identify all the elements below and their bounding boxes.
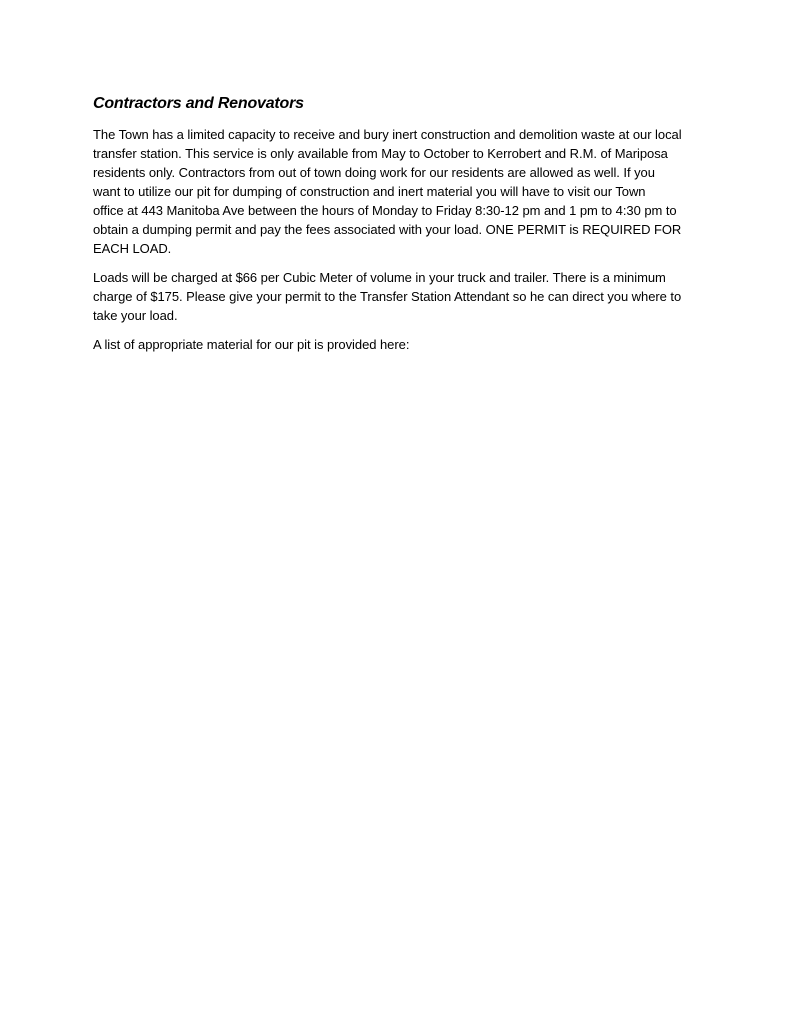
paragraph-service-info: [93, 125, 733, 258]
paragraph-fees: [93, 268, 733, 325]
text-line: want to utilize our pit for dumping of construction and inert material you will have to visit our Town: [93, 184, 646, 199]
section-heading: Contractors and Renovators: [93, 95, 304, 112]
text-line: Loads will be charged at $66 per Cubic Meter of volume in your truck and trailer. There is a minimum: [93, 270, 666, 285]
text-line: EACH LOAD.: [93, 241, 172, 256]
text-line: take your load.: [93, 308, 178, 323]
text-line: transfer station. This service is only available from May to October to Kerrobert and R.M. of Mariposa: [93, 146, 668, 161]
text-line: charge of $175. Please give your permit to the Transfer Station Attendant so he can direct you where to: [93, 289, 682, 304]
text-line: A list of appropriate material for our pit is provided here:: [93, 337, 410, 352]
document-content: [93, 93, 733, 364]
text-line: residents only. Contractors from out of town doing work for our residents are allowed as well. If you: [93, 165, 655, 180]
text-line: office at 443 Manitoba Ave between the hours of Monday to Friday 8:30-12 pm and 1 pm to 4:30 pm to: [93, 203, 677, 218]
text-line: obtain a dumping permit and pay the fees associated with your load. ONE PERMIT is REQUIRED FOR: [93, 222, 682, 237]
text-line: The Town has a limited capacity to receive and bury inert construction and demolition waste at our local: [93, 127, 682, 142]
paragraph-material-list-intro: [93, 335, 733, 354]
